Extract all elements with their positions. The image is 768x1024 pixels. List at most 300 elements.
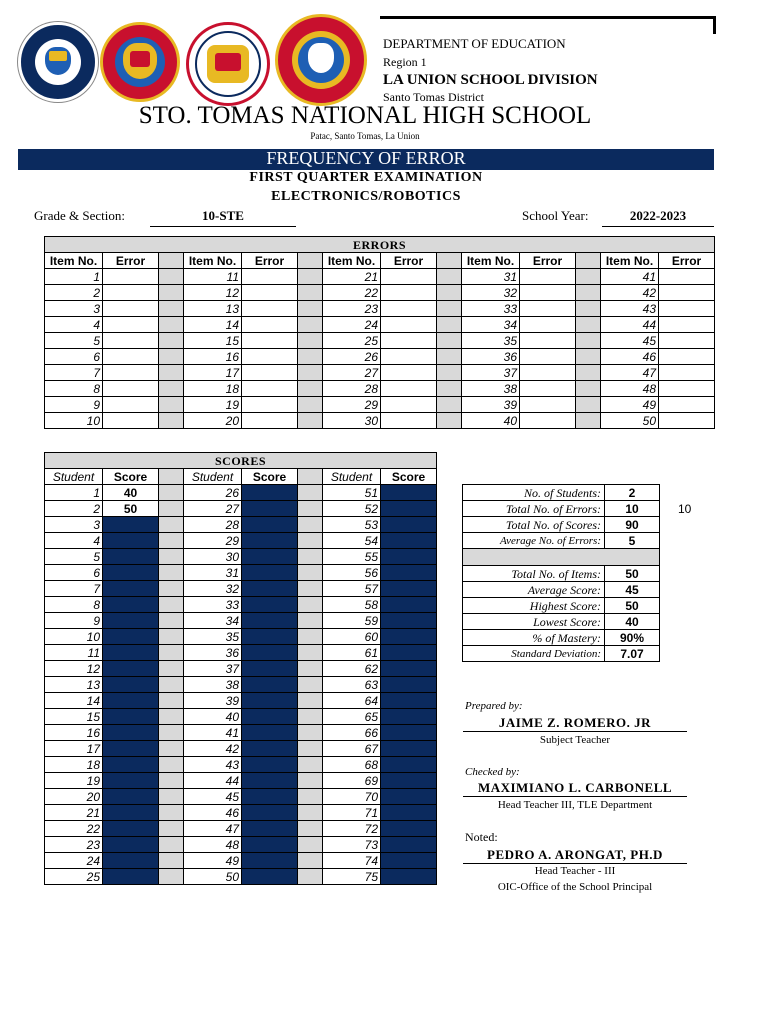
prepared-label: Prepared by: <box>465 700 523 712</box>
score-cell[interactable] <box>381 565 437 581</box>
score-cell[interactable] <box>103 773 159 789</box>
score-cell[interactable] <box>381 773 437 789</box>
student-number: 42 <box>184 741 242 757</box>
score-row <box>45 597 437 613</box>
student-number: 19 <box>45 773 103 789</box>
column-gap <box>298 549 323 565</box>
student-number: 2 <box>45 501 103 517</box>
stat-label: Standard Deviation: <box>463 646 605 662</box>
header-top-line <box>380 16 715 19</box>
column-gap <box>576 269 601 285</box>
error-cell[interactable] <box>520 333 576 349</box>
score-cell[interactable] <box>381 709 437 725</box>
error-cell[interactable] <box>381 285 437 301</box>
score-cell[interactable]: 40 <box>103 485 159 501</box>
column-gap <box>159 485 184 501</box>
division-name: LA UNION SCHOOL DIVISION <box>383 72 598 88</box>
student-number: 21 <box>45 805 103 821</box>
score-cell[interactable] <box>103 821 159 837</box>
item-number: 11 <box>184 269 242 285</box>
score-cell[interactable] <box>103 597 159 613</box>
student-number: 9 <box>45 613 103 629</box>
score-cell[interactable] <box>103 613 159 629</box>
student-number: 5 <box>45 549 103 565</box>
error-cell[interactable] <box>520 269 576 285</box>
column-gap <box>159 565 184 581</box>
score-cell[interactable] <box>242 837 298 853</box>
school-seal <box>275 14 367 106</box>
score-cell[interactable] <box>242 517 298 533</box>
error-cell[interactable] <box>381 397 437 413</box>
noted-role2: OIC-Office of the School Principal <box>497 881 653 893</box>
score-cell[interactable] <box>381 789 437 805</box>
error-cell[interactable] <box>520 301 576 317</box>
score-cell[interactable] <box>103 677 159 693</box>
score-header: Score <box>103 469 159 485</box>
item-number: 49 <box>601 397 659 413</box>
score-cell[interactable] <box>242 597 298 613</box>
error-cell[interactable] <box>659 413 715 429</box>
score-cell[interactable] <box>242 629 298 645</box>
error-cell[interactable] <box>242 301 298 317</box>
score-cell[interactable] <box>381 517 437 533</box>
student-number: 45 <box>184 789 242 805</box>
error-cell[interactable] <box>103 285 159 301</box>
sy-underline <box>602 226 714 227</box>
item-number: 43 <box>601 301 659 317</box>
error-row <box>45 397 715 413</box>
error-cell[interactable] <box>520 397 576 413</box>
errors-header-row <box>45 253 715 269</box>
prepared-name: JAIME Z. ROMERO. JR <box>498 715 652 730</box>
score-cell[interactable] <box>242 613 298 629</box>
column-gap <box>298 789 323 805</box>
error-cell[interactable] <box>242 269 298 285</box>
stat-label: Total No. of Scores: <box>463 517 605 533</box>
item-number: 42 <box>601 285 659 301</box>
score-cell[interactable] <box>242 677 298 693</box>
column-gap <box>437 365 462 381</box>
stat-row <box>463 630 660 646</box>
score-row <box>45 629 437 645</box>
student-number: 26 <box>184 485 242 501</box>
column-gap <box>159 253 184 269</box>
error-cell[interactable] <box>381 365 437 381</box>
error-cell[interactable] <box>242 381 298 397</box>
score-cell[interactable] <box>103 693 159 709</box>
column-gap <box>298 317 323 333</box>
item-number: 38 <box>462 381 520 397</box>
student-header: Student <box>45 469 103 485</box>
score-cell[interactable] <box>103 805 159 821</box>
noted-role1: Head Teacher - III <box>534 865 616 877</box>
error-cell[interactable] <box>103 269 159 285</box>
score-cell[interactable]: 50 <box>103 501 159 517</box>
error-cell[interactable] <box>659 365 715 381</box>
division-seal <box>186 22 270 106</box>
item-number: 24 <box>323 317 381 333</box>
school-name: STO. TOMAS NATIONAL HIGH SCHOOL <box>138 102 592 129</box>
stat-spacer-row <box>463 549 660 566</box>
error-cell[interactable] <box>242 333 298 349</box>
score-cell[interactable] <box>242 725 298 741</box>
student-header: Student <box>323 469 381 485</box>
error-cell[interactable] <box>381 349 437 365</box>
score-cell[interactable] <box>381 581 437 597</box>
error-row <box>45 285 715 301</box>
score-cell[interactable] <box>242 805 298 821</box>
column-gap <box>298 501 323 517</box>
error-cell[interactable] <box>381 413 437 429</box>
score-cell[interactable] <box>103 629 159 645</box>
score-cell[interactable] <box>242 869 298 885</box>
stats-table <box>462 484 660 662</box>
item-number: 47 <box>601 365 659 381</box>
noted-name: PEDRO A. ARONGAT, PH.D <box>487 847 663 862</box>
score-row <box>45 485 437 501</box>
student-header: Student <box>184 469 242 485</box>
item-number: 50 <box>601 413 659 429</box>
stat-row <box>463 485 660 501</box>
student-number: 1 <box>45 485 103 501</box>
column-gap <box>437 381 462 397</box>
error-cell[interactable] <box>103 381 159 397</box>
score-cell[interactable] <box>103 565 159 581</box>
score-cell[interactable] <box>103 725 159 741</box>
error-cell[interactable] <box>242 285 298 301</box>
column-gap <box>159 805 184 821</box>
student-number: 53 <box>323 517 381 533</box>
column-gap <box>298 853 323 869</box>
column-gap <box>298 677 323 693</box>
score-cell[interactable] <box>242 533 298 549</box>
score-cell[interactable] <box>242 709 298 725</box>
score-cell[interactable] <box>381 485 437 501</box>
score-cell[interactable] <box>103 581 159 597</box>
column-gap <box>576 413 601 429</box>
student-number: 71 <box>323 805 381 821</box>
stat-row <box>463 501 660 517</box>
exam-subject: ELECTRONICS/ROBOTICS <box>271 189 461 204</box>
score-cell[interactable] <box>103 853 159 869</box>
error-cell[interactable] <box>242 365 298 381</box>
score-cell[interactable] <box>381 549 437 565</box>
student-number: 41 <box>184 725 242 741</box>
region-name: Region 1 <box>383 55 427 69</box>
score-row <box>45 869 437 885</box>
score-cell[interactable] <box>381 821 437 837</box>
column-gap <box>159 333 184 349</box>
column-gap <box>298 741 323 757</box>
column-gap <box>298 693 323 709</box>
score-row <box>45 741 437 757</box>
column-gap <box>576 253 601 269</box>
item-number: 6 <box>45 349 103 365</box>
score-cell[interactable] <box>381 629 437 645</box>
column-gap <box>159 789 184 805</box>
score-cell[interactable] <box>381 741 437 757</box>
error-cell[interactable] <box>659 381 715 397</box>
column-gap <box>298 397 323 413</box>
item-number: 7 <box>45 365 103 381</box>
column-gap <box>298 485 323 501</box>
item-number: 29 <box>323 397 381 413</box>
column-gap <box>298 725 323 741</box>
student-number: 15 <box>45 709 103 725</box>
score-cell[interactable] <box>381 501 437 517</box>
error-row <box>45 301 715 317</box>
error-cell[interactable] <box>381 333 437 349</box>
score-cell[interactable] <box>381 693 437 709</box>
student-number: 50 <box>184 869 242 885</box>
student-number: 63 <box>323 677 381 693</box>
score-cell[interactable] <box>242 693 298 709</box>
student-number: 51 <box>323 485 381 501</box>
column-gap <box>159 677 184 693</box>
score-header: Score <box>381 469 437 485</box>
score-cell[interactable] <box>103 757 159 773</box>
score-header: Score <box>242 469 298 485</box>
score-cell[interactable] <box>103 869 159 885</box>
score-cell[interactable] <box>381 597 437 613</box>
score-cell[interactable] <box>242 645 298 661</box>
student-number: 14 <box>45 693 103 709</box>
score-cell[interactable] <box>103 709 159 725</box>
score-cell[interactable] <box>381 533 437 549</box>
student-number: 35 <box>184 629 242 645</box>
score-cell[interactable] <box>103 517 159 533</box>
item-number: 44 <box>601 317 659 333</box>
score-cell[interactable] <box>242 773 298 789</box>
score-cell[interactable] <box>242 581 298 597</box>
student-number: 72 <box>323 821 381 837</box>
error-cell[interactable] <box>520 365 576 381</box>
student-number: 27 <box>184 501 242 517</box>
score-cell[interactable] <box>381 613 437 629</box>
error-cell[interactable] <box>381 317 437 333</box>
item-number: 26 <box>323 349 381 365</box>
error-cell[interactable] <box>659 285 715 301</box>
exam-quarter: FIRST QUARTER EXAMINATION <box>249 170 483 185</box>
item-number: 46 <box>601 349 659 365</box>
error-cell[interactable] <box>242 349 298 365</box>
column-gap <box>298 821 323 837</box>
error-cell[interactable] <box>381 381 437 397</box>
checked-role: Head Teacher III, TLE Department <box>497 799 653 811</box>
column-gap <box>159 269 184 285</box>
error-cell[interactable] <box>242 317 298 333</box>
error-cell[interactable] <box>520 349 576 365</box>
column-gap <box>298 581 323 597</box>
score-row <box>45 725 437 741</box>
error-cell[interactable] <box>103 397 159 413</box>
column-gap <box>159 757 184 773</box>
error-cell[interactable] <box>659 333 715 349</box>
item-no-header: Item No. <box>601 253 659 269</box>
student-number: 20 <box>45 789 103 805</box>
column-gap <box>159 413 184 429</box>
stat-value: 50 <box>605 598 660 614</box>
score-cell[interactable] <box>103 661 159 677</box>
score-cell[interactable] <box>381 645 437 661</box>
item-number: 13 <box>184 301 242 317</box>
error-cell[interactable] <box>103 349 159 365</box>
score-cell[interactable] <box>381 853 437 869</box>
column-gap <box>576 349 601 365</box>
error-cell[interactable] <box>520 285 576 301</box>
column-gap <box>298 597 323 613</box>
stat-value: 90% <box>605 630 660 646</box>
item-no-header: Item No. <box>184 253 242 269</box>
column-gap <box>576 365 601 381</box>
error-row <box>45 269 715 285</box>
student-number: 22 <box>45 821 103 837</box>
item-number: 33 <box>462 301 520 317</box>
student-number: 33 <box>184 597 242 613</box>
error-cell[interactable] <box>242 413 298 429</box>
item-number: 30 <box>323 413 381 429</box>
score-cell[interactable] <box>242 853 298 869</box>
item-no-header: Item No. <box>462 253 520 269</box>
student-number: 65 <box>323 709 381 725</box>
item-number: 9 <box>45 397 103 413</box>
error-header: Error <box>242 253 298 269</box>
column-gap <box>298 661 323 677</box>
student-number: 48 <box>184 837 242 853</box>
error-cell[interactable] <box>103 317 159 333</box>
score-cell[interactable] <box>242 789 298 805</box>
student-number: 8 <box>45 597 103 613</box>
student-number: 58 <box>323 597 381 613</box>
score-cell[interactable] <box>103 533 159 549</box>
item-number: 28 <box>323 381 381 397</box>
error-cell[interactable] <box>659 317 715 333</box>
student-number: 6 <box>45 565 103 581</box>
item-number: 45 <box>601 333 659 349</box>
score-cell[interactable] <box>103 837 159 853</box>
score-cell[interactable] <box>103 741 159 757</box>
item-number: 3 <box>45 301 103 317</box>
error-cell[interactable] <box>520 413 576 429</box>
column-gap <box>437 301 462 317</box>
column-gap <box>437 333 462 349</box>
score-row <box>45 677 437 693</box>
sy-value[interactable]: 2022-2023 <box>629 208 687 223</box>
score-cell[interactable] <box>103 645 159 661</box>
error-cell[interactable] <box>242 397 298 413</box>
error-cell[interactable] <box>103 365 159 381</box>
district-name: Santo Tomas District <box>383 90 484 104</box>
error-cell[interactable] <box>381 301 437 317</box>
score-cell[interactable] <box>103 549 159 565</box>
score-cell[interactable] <box>242 485 298 501</box>
item-number: 5 <box>45 333 103 349</box>
stat-value: 90 <box>605 517 660 533</box>
error-row <box>45 381 715 397</box>
header-right-line <box>713 16 716 34</box>
column-gap <box>298 301 323 317</box>
error-row <box>45 333 715 349</box>
score-cell[interactable] <box>242 757 298 773</box>
score-cell[interactable] <box>242 565 298 581</box>
dept-name: DEPARTMENT OF EDUCATION <box>383 36 566 51</box>
prepared-role: Subject Teacher <box>539 734 611 746</box>
score-row <box>45 581 437 597</box>
column-gap <box>159 821 184 837</box>
score-row <box>45 661 437 677</box>
error-cell[interactable] <box>520 381 576 397</box>
error-cell[interactable] <box>103 413 159 429</box>
student-number: 61 <box>323 645 381 661</box>
stat-label: Highest Score: <box>463 598 605 614</box>
error-cell[interactable] <box>659 349 715 365</box>
stat-value: 50 <box>605 566 660 582</box>
score-cell[interactable] <box>381 677 437 693</box>
column-gap <box>298 757 323 773</box>
item-number: 32 <box>462 285 520 301</box>
column-gap <box>159 517 184 533</box>
column-gap <box>159 381 184 397</box>
error-cell[interactable] <box>520 317 576 333</box>
column-gap <box>159 853 184 869</box>
score-row <box>45 549 437 565</box>
score-cell[interactable] <box>242 661 298 677</box>
column-gap <box>576 317 601 333</box>
score-cell[interactable] <box>242 741 298 757</box>
column-gap <box>159 285 184 301</box>
score-row <box>45 837 437 853</box>
grade-label: Grade & Section: <box>34 208 125 223</box>
stat-value: 10 <box>605 501 660 517</box>
student-number: 56 <box>323 565 381 581</box>
score-cell[interactable] <box>103 789 159 805</box>
item-no-header: Item No. <box>45 253 103 269</box>
column-gap <box>159 533 184 549</box>
score-cell[interactable] <box>242 821 298 837</box>
error-cell[interactable] <box>659 301 715 317</box>
score-row <box>45 565 437 581</box>
error-cell[interactable] <box>103 301 159 317</box>
column-gap <box>437 285 462 301</box>
stat-label: Lowest Score: <box>463 614 605 630</box>
stat-label: No. of Students: <box>463 485 605 501</box>
grade-value[interactable]: 10-STE <box>202 208 244 223</box>
column-gap <box>159 741 184 757</box>
error-cell[interactable] <box>659 397 715 413</box>
column-gap <box>159 661 184 677</box>
score-cell[interactable] <box>381 869 437 885</box>
score-cell[interactable] <box>242 549 298 565</box>
student-number: 57 <box>323 581 381 597</box>
score-cell[interactable] <box>381 725 437 741</box>
score-cell[interactable] <box>381 837 437 853</box>
score-cell[interactable] <box>242 501 298 517</box>
score-cell[interactable] <box>381 757 437 773</box>
checked-label: Checked by: <box>465 766 520 778</box>
student-number: 17 <box>45 741 103 757</box>
error-cell[interactable] <box>381 269 437 285</box>
item-number: 31 <box>462 269 520 285</box>
column-gap <box>437 269 462 285</box>
column-gap <box>159 301 184 317</box>
score-cell[interactable] <box>381 661 437 677</box>
column-gap <box>159 597 184 613</box>
student-number: 43 <box>184 757 242 773</box>
item-number: 19 <box>184 397 242 413</box>
error-cell[interactable] <box>659 269 715 285</box>
error-cell[interactable] <box>103 333 159 349</box>
score-cell[interactable] <box>381 805 437 821</box>
